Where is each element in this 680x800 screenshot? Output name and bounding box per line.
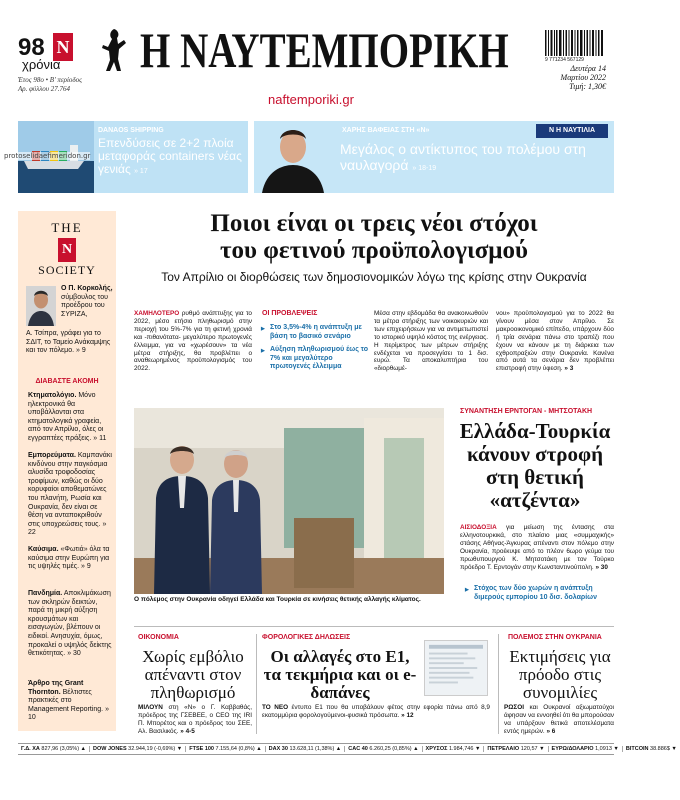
main-col4-page: » 3 bbox=[564, 365, 574, 373]
bottom-3-kicker: ΠΟΛΕΜΟΣ ΣΤΗΝ ΟΥΚΡΑΝΙΑ bbox=[508, 634, 602, 641]
naftilia-section-badge bbox=[536, 124, 608, 138]
ticker-item bbox=[90, 746, 186, 752]
issue-line: Αρ. φύλλου 27.764 bbox=[18, 85, 70, 93]
ticker-name: CAC 40 bbox=[348, 746, 368, 752]
promo-left-page: » 17 bbox=[134, 168, 148, 175]
bottom-1-text-kicker: ΜΙΛΟΥΝ bbox=[138, 704, 163, 711]
main-col4-text: νου» προϋπολογισμού για το 2022 θα γίνουν μέσα στον Απρίλιο. Σε μακροοικονομικό επίπεδο, υπάρχουν δύο ή τρία σενάρια πάνω στο τραπέζι που έχουν να κάνουν με τη διάρκεια των εχθροπραξιών στην Ουκρανία. Κανένα από αυτά τα σενάρια δεν προβλέπει επιστροφή στην ύφεση. bbox=[496, 310, 614, 373]
issue-date bbox=[561, 64, 606, 82]
bottom-2-text-kicker: ΤΟ ΝΕΟ bbox=[262, 704, 289, 711]
main-subheadline: Τον Απρίλιο οι διορθώσεις των δημοσιονομικών λόγω της κρίσης στην Ουκρανία bbox=[161, 270, 587, 284]
bottom-1-page: » 4-5 bbox=[180, 727, 195, 735]
promo-left-kicker: DANAOS SHIPPING bbox=[98, 127, 164, 134]
anniversary-number: 98 bbox=[18, 34, 45, 61]
main-headline-line2: του φετινού προϋπολογισμού bbox=[220, 237, 528, 264]
sidebar-item-title: Εμπορεύματα. bbox=[28, 452, 76, 459]
main-col-1 bbox=[134, 310, 252, 373]
society-text1: σύμβουλος του προέδρου του ΣΥΡΙΖΑ, bbox=[61, 293, 108, 318]
ticker-item bbox=[549, 746, 623, 752]
website-link[interactable]: naftemporiki.gr bbox=[268, 92, 354, 107]
society-text2: Α. Τσίπρα, γράφει για το ΣΔΙΤ, το Ταμείο Ανάκαμψης και τον πόλεμο. bbox=[26, 330, 111, 355]
issue-price: Τιμή: 1,30€ bbox=[569, 82, 606, 91]
ticker-value: 1.984,746 ▼ bbox=[448, 746, 481, 752]
ticker-item bbox=[266, 746, 346, 752]
ticker-value: 120,57 ▼ bbox=[520, 746, 545, 752]
anniversary-logo: N bbox=[53, 33, 73, 61]
sidebar-item-page: » 10 bbox=[28, 705, 109, 722]
bottom-3-text bbox=[504, 704, 614, 736]
society-column-text2 bbox=[26, 330, 114, 356]
sidebar-item-text: Καμπανάκι κινδύνου στην παγκόσμια αλυσίδα τροφοδοσίας τροφίμων, καθώς οι δύο κορυφαίοι αποθεματώνες του πλανήτη, Ρωσία και Ουκρανία, δεν είναι σε θέση να ανταποκριθούν στις υποχρεώσεις τους. bbox=[28, 452, 112, 528]
main-col-3: Μέσα στην εβδομάδα θα ανακοινωθούν τα μέτρα στήριξης των νοικοκυριών και των επιχειρήσεων για να αντιμετωπιστεί το ιστορικό υψηλό κόστος της ενέργειας. Η περίμετρος των μέτρων στήριξης ενδέχεται να προσεγγίσει το 1 δισ. ευρώ. Τα αποκαλυπτήρια του «διορθωμέ- bbox=[374, 310, 488, 373]
ticker-name: BITCOIN bbox=[625, 746, 649, 752]
main-col1-kicker: ΧΑΜΗΛΟΤΕΡΟ bbox=[134, 310, 180, 317]
barcode-icon bbox=[545, 30, 605, 56]
sidebar-item-title: Κτηματολόγιο. bbox=[28, 392, 77, 399]
sidebar-item-ktimatologio[interactable] bbox=[28, 392, 112, 444]
sidebar-item-text: Βέλτιστες πρακτικές στο Management Reporting. bbox=[28, 688, 104, 713]
promo-right-headline: Μεγάλος ο αντίκτυπος του πολέμου στη ναυλαγορά bbox=[340, 141, 586, 173]
column-divider bbox=[498, 634, 499, 734]
photo-caption: Ο πόλεμος στην Ουκρανία οδηγεί Ελλάδα και Τουρκία σε κινήσεις θετικής αλλαγής κλίματος. bbox=[134, 596, 421, 603]
erdogan-text-body: για μείωση της έντασης στα ελληνοτουρκικά, στο πλαίσιο μιας «συμμαχικής» στάσης Αθήνας-Άγκυρας απέναντι στον πόλεμο στην Ουκρανία, προέκυψε από το πλέον 6ωρο γεύμα του πρωθυπουργού Κ. Μητσοτάκη με τον Τούρκο πρόεδρο Τ. Ερντογάν στην Κωνσταντινούπολη. bbox=[460, 524, 614, 571]
newspaper-title: Η ΝΑΥΤΕΜΠΟΡΙΚΗ bbox=[140, 22, 509, 78]
barcode-number: 9 771234 567129 bbox=[545, 57, 584, 63]
ticker-name: DOW JONES bbox=[93, 746, 127, 752]
market-ticker bbox=[18, 743, 677, 755]
promo-right-text bbox=[340, 141, 610, 177]
ticker-name: DAX 30 bbox=[268, 746, 288, 752]
ticker-item bbox=[484, 746, 548, 752]
erdogan-story-bullet: ▶ Στόχος των δύο χωρών η ανάπτυξη διμερούς εμπορίου 10 δισ. δολαρίων bbox=[474, 585, 614, 602]
sidebar-item-title: Καύσιμα. bbox=[28, 546, 59, 553]
society-title: SOCIETY bbox=[38, 263, 96, 277]
ticker-value: 32.944,19 (-0,69%) ▼ bbox=[128, 746, 183, 752]
sidebar-item-pandimia[interactable] bbox=[28, 590, 112, 659]
sidebar-item-grant-thornton[interactable] bbox=[28, 680, 112, 723]
bottom-1-headline[interactable]: Χωρίς εμβόλιο απέναντι στον πληθωρισμό bbox=[142, 647, 244, 702]
bottom-1-kicker: ΟΙΚΟΝΟΜΙΑ bbox=[138, 634, 179, 641]
bottom-2-text bbox=[262, 704, 490, 720]
section-divider bbox=[134, 626, 614, 627]
bottom-1-text-body: στη «Ν» ο Γ. Καββαθάς, πρόεδρος της ΓΣΕΒΕΕ, ο CEO της IRI Π. Μπορέτος και ο πρόεδρος του ΣΕΕ, Αλ. Βασιλικός. bbox=[138, 704, 252, 735]
main-headline[interactable] bbox=[134, 210, 614, 264]
promo-left-headline: Επενδύσεις σε 2+2 πλοία μεταφοράς containers νέας γενιάς bbox=[98, 136, 242, 176]
sidebar-item-emporeumata[interactable] bbox=[28, 452, 112, 538]
read-more-heading: ΔΙΑΒΑΣΤΕ ΑΚΟΜΗ bbox=[35, 378, 99, 385]
sidebar-item-page: » 22 bbox=[28, 520, 107, 537]
sidebar-item-title: Άρθρο της Grant Thornton. bbox=[28, 680, 84, 696]
main-col-4 bbox=[496, 310, 614, 373]
hermes-figure-icon bbox=[100, 27, 128, 73]
naftilia-logo: N bbox=[548, 127, 555, 134]
forecast-kicker: ΟΙ ΠΡΟΒΛΕΨΕΙΣ bbox=[262, 310, 318, 317]
leaders-meeting-photo bbox=[134, 408, 444, 594]
tax-form-image bbox=[424, 640, 488, 696]
ticker-name: Γ.Δ. ΧΑ bbox=[21, 746, 40, 752]
ticker-name: ΧΡΥΣΟΣ bbox=[425, 746, 448, 752]
sidebar-item-text: Αποκλιμάκωση των σκληρών δεικτών, παρά τη μικρή αύξηση κρουσμάτων και εισαγωγών, βλέπουν οι ειδικοί. Ανησυχία, όμως, προκαλεί ο υψηλός δείκτης θετικότητας. bbox=[28, 590, 112, 658]
sidebar-item-page: » 11 bbox=[93, 434, 107, 442]
sidebar-item-title: Πανδημία. bbox=[28, 590, 63, 597]
society-the: THE bbox=[51, 220, 83, 235]
ticker-value: 38.886$ ▼ bbox=[650, 746, 677, 752]
ticker-item bbox=[423, 746, 485, 752]
ticker-item bbox=[186, 746, 265, 752]
ticker-item bbox=[18, 746, 90, 752]
sidebar-item-text: «Φωτιά» όλα τα καύσιμα στην Ευρώπη για τις υψηλές τιμές. bbox=[28, 546, 110, 571]
forecast-bullet-2: ▶ Αύξηση πληθωρισμού έως το 7% και μεγαλύτερο πρωτογενές έλλειμμα bbox=[270, 346, 370, 372]
main-headline-line1: Ποιοι είναι οι τρεις νέοι στόχοι bbox=[210, 210, 538, 237]
anniversary-label: χρόνια bbox=[22, 57, 61, 72]
bottom-1-text bbox=[138, 704, 252, 736]
ticker-value: 13.628,11 (1,38%) ▲ bbox=[289, 746, 342, 752]
society-page: » 9 bbox=[76, 347, 86, 355]
bottom-2-headline[interactable]: Οι αλλαγές στο Ε1, τα τεκμήρια και οι e-δαπάνες bbox=[263, 647, 417, 702]
edition-line: Έτος 98ο • Β' περίοδος bbox=[18, 76, 82, 84]
erdogan-page: » 30 bbox=[595, 563, 608, 571]
column-divider bbox=[256, 634, 257, 734]
edition-info bbox=[18, 76, 82, 94]
naftilia-label: Η ΝΑΥΤΙΛΙΑ bbox=[555, 127, 596, 134]
bottom-3-page: » 6 bbox=[546, 727, 556, 735]
bottom-3-text-body: και Ουκρανοί αξιωματούχοι άφησαν να εννοηθεί ότι θα μπορούσαν να υπάρξουν θετικά αποτελέσματα εντός ημερών. bbox=[504, 704, 614, 735]
columnist-photo bbox=[26, 286, 56, 326]
ticker-item bbox=[623, 746, 680, 752]
sidebar-item-text: Μόνο ηλεκτρονικά θα υποβάλλονται στα κτηματολογικά γραφεία, από τον Απρίλιο, όλες οι εγγραπτέες πράξεις. bbox=[28, 392, 104, 442]
sidebar-item-page: » 9 bbox=[81, 563, 91, 571]
bottom-3-text-kicker: ΡΩΣΟΙ bbox=[504, 704, 524, 711]
ticker-value: 6.260,25 (0,85%) ▲ bbox=[369, 746, 419, 752]
ticker-name: ΕΥΡΩ/ΔΟΛΑΡΙΟ bbox=[551, 746, 594, 752]
forecast-bullet-1: ▶ Στο 3,5%-4% η ανάπτυξη με βάση το βασικό σενάριο bbox=[270, 324, 370, 341]
bottom-2-page: » 12 bbox=[401, 711, 414, 719]
bottom-2-text-body: έντυπο Ε1 που θα υποβάλουν φέτος στην εφορία πάνω από 8,9 εκατομμύρια φορολογούμενοι-φυσικά πρόσωπα. bbox=[262, 704, 490, 719]
sidebar-item-page: » 30 bbox=[67, 650, 81, 658]
erdogan-story-headline[interactable]: Ελλάδα-Τουρκία κάνουν στροφή στη θετική «ατζέντα» bbox=[459, 419, 611, 512]
ticker-item bbox=[345, 746, 422, 752]
promo-right-page: » 18-19 bbox=[412, 165, 437, 172]
ticker-name: FTSE 100 bbox=[189, 746, 214, 752]
bottom-2-kicker: ΦΟΡΟΛΟΓΙΚΕΣ ΔΗΛΩΣΕΙΣ bbox=[262, 634, 351, 641]
society-intro: Ο Π. Κορκολής, bbox=[61, 285, 113, 292]
promo-right-kicker: ΧΑΡΗΣ ΒΑΦΕΙΑΣ ΣΤΗ «Ν» bbox=[342, 127, 430, 134]
ticker-value: 7.155,64 (0,8%) ▲ bbox=[215, 746, 262, 752]
ticker-value: 827,96 (3,05%) ▲ bbox=[41, 746, 87, 752]
date-month: Μαρτίου 2022 bbox=[560, 73, 606, 82]
main-col1-text: ρυθμό ανάπτυξης για το 2022, μέσο ετήσιο πληθωρισμό στην περιοχή του 5%-7% για τη φετινή χρονιά και -πιθανότατα- μεγαλύτερο πρωτογενές έλλειμμα, για να «χωρέσουν» τα νέα μέτρα στήριξης, θα προβλέπει ο αναθεωρημένος προϋπολογισμός του 2022. bbox=[134, 310, 252, 373]
sidebar-item-kausima[interactable] bbox=[28, 546, 112, 572]
society-column-text bbox=[61, 285, 113, 319]
person-portrait-photo bbox=[256, 121, 330, 193]
erdogan-story-kicker: ΣΥΝΑΝΤΗΣΗ ΕΡΝΤΟΓΑΝ - ΜΗΤΣΟΤΑΚΗ bbox=[460, 408, 593, 415]
bottom-3-headline[interactable]: Εκτιμήσεις για πρόοδο στις συνομιλίες bbox=[509, 647, 611, 702]
promo-left-text bbox=[98, 137, 248, 178]
source-watermark: protoselidaefimeridon.gr bbox=[4, 152, 91, 160]
ticker-value: 1,0913 ▼ bbox=[595, 746, 619, 752]
erdogan-story-text bbox=[460, 524, 614, 571]
society-logo: N bbox=[58, 238, 76, 262]
date-day: Δευτέρα 14 bbox=[570, 64, 606, 73]
erdogan-text-kicker: ΑΙΣΙΟΔΟΞΙΑ bbox=[460, 524, 497, 531]
ticker-name: ΠΕΤΡΕΛΑΙΟ bbox=[487, 746, 520, 752]
